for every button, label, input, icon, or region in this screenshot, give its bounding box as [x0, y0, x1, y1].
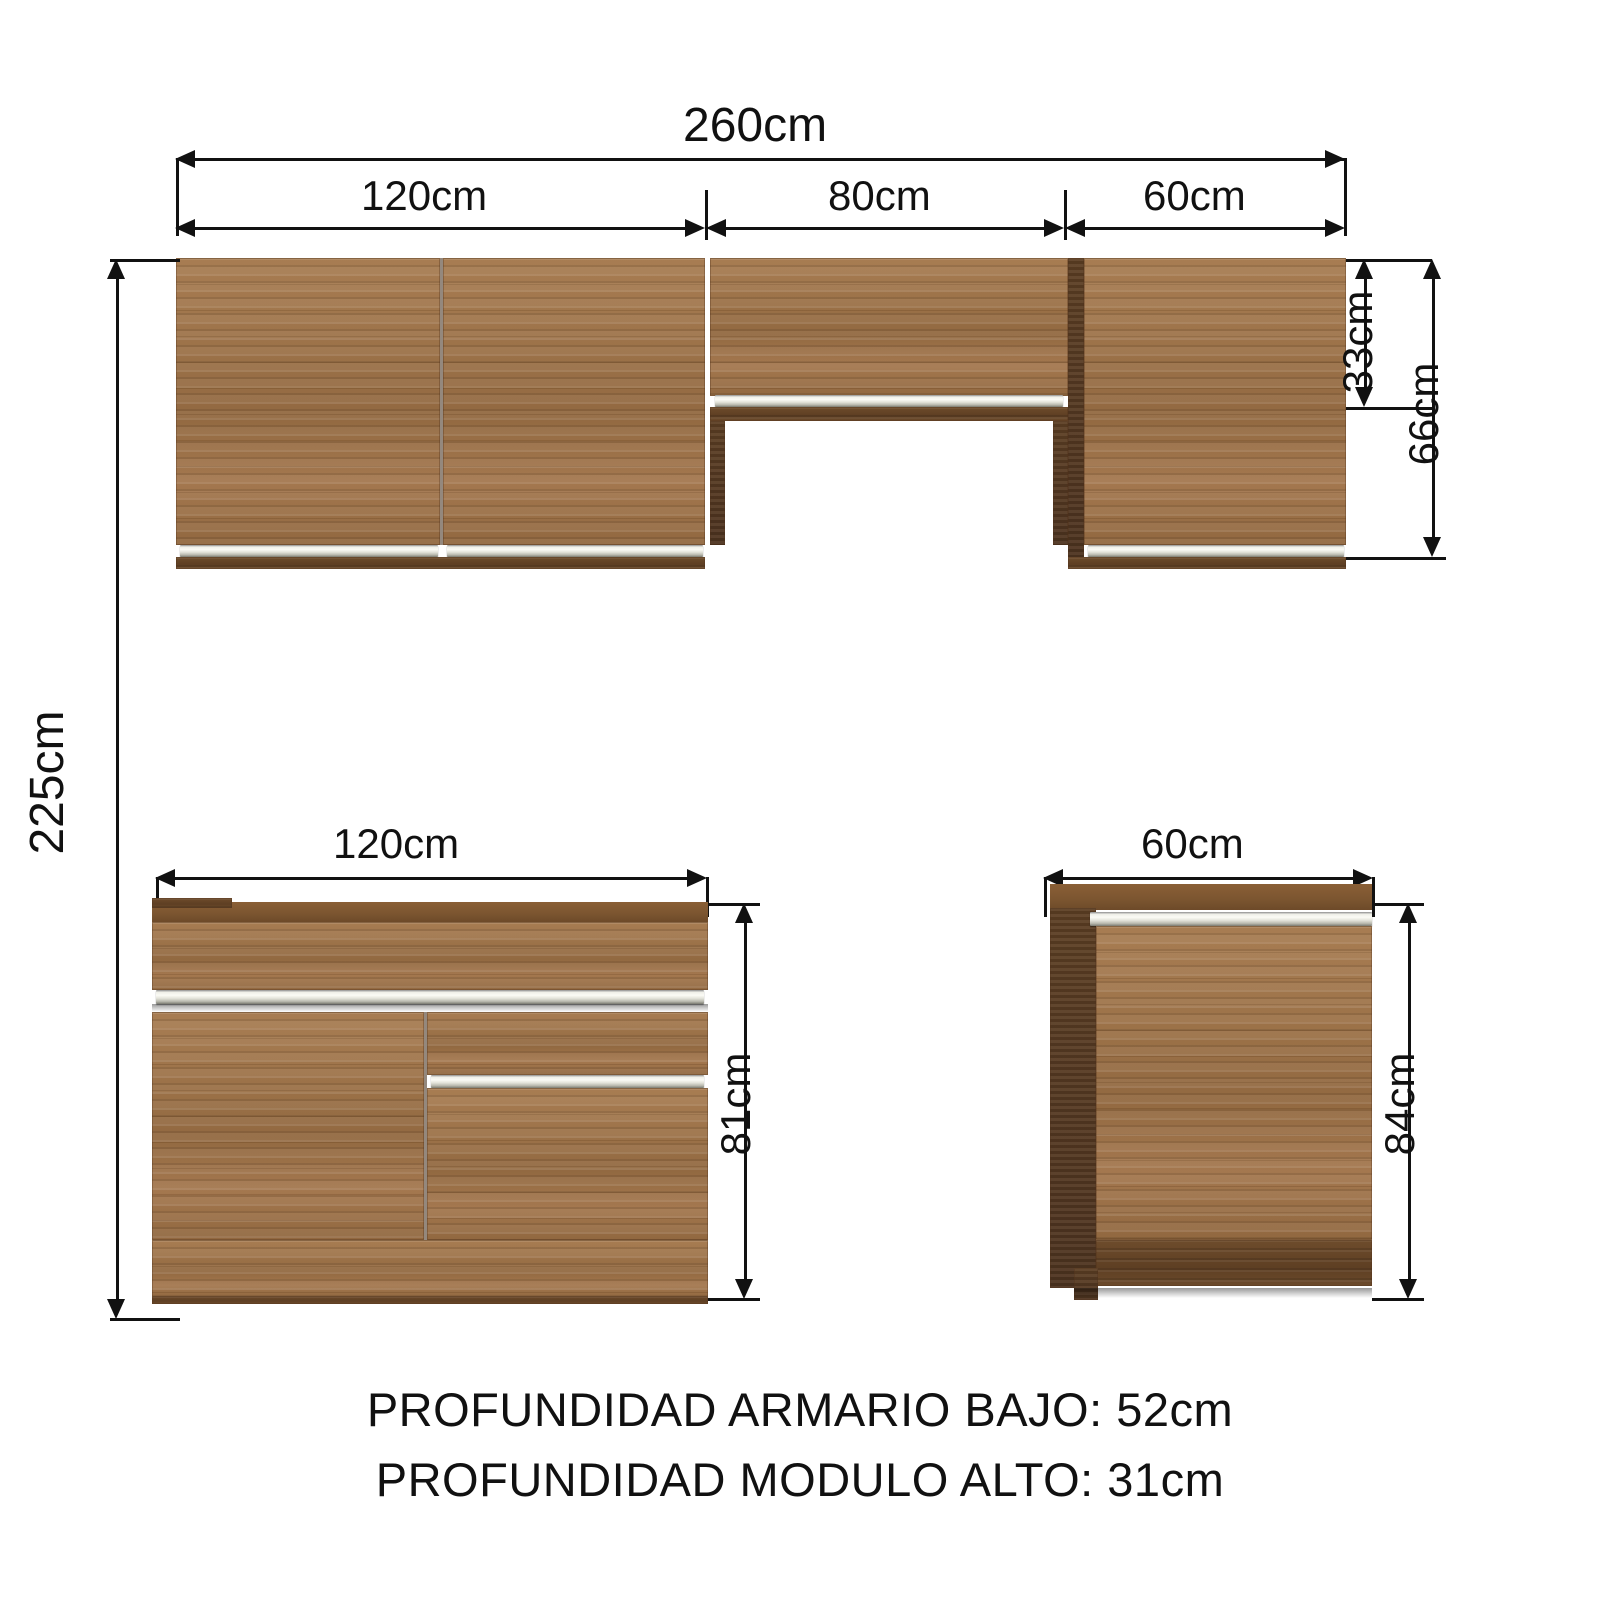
arrow-left-upper-right [1065, 219, 1085, 237]
dimension-line-total-height [116, 278, 119, 1300]
dimension-label-base-left-height: 81cm [711, 1052, 759, 1156]
upper-cabinet-middle-left-side [710, 421, 725, 545]
upper-cabinet-left-seam [440, 258, 443, 545]
tick-upper-cabinet-bottom [1346, 557, 1446, 560]
dimension-label-total-width: 260cm [683, 99, 828, 152]
arrow-left-upper-middle [706, 219, 726, 237]
dimension-label-upper-right-width: 60cm [1143, 172, 1246, 219]
base-right-side-panel [1050, 908, 1096, 1288]
arrow-up-upper-cabinet-height [1423, 259, 1441, 279]
base-left-countertop [152, 902, 708, 922]
arrow-right-total-width [1325, 150, 1345, 168]
dimension-line-base-left-width [175, 877, 687, 880]
dimension-line-base-right-width [1063, 877, 1353, 880]
dimension-line-total-width [195, 158, 1345, 161]
base-right-plinth [1096, 1240, 1372, 1286]
arrow-up-total-height [107, 259, 125, 279]
arrow-down-upper-cabinet-height [1423, 537, 1441, 557]
note-depth-base-cabinet: PROFUNDIDAD ARMARIO BAJO: 52cm [366, 1383, 1234, 1436]
upper-cabinet-left-bottom-panel [176, 557, 705, 569]
arrow-up-upper-door-height [1355, 259, 1373, 279]
arrow-left-upper-left [175, 219, 195, 237]
arrow-down-base-left-height [735, 1279, 753, 1299]
dimension-line-upper-right-width [1085, 227, 1325, 230]
base-left-backsplash [152, 922, 708, 990]
dimension-label-upper-door-height: 33cm [1333, 290, 1381, 394]
base-left-plinth [152, 1240, 708, 1298]
base-left-door-right [427, 1088, 708, 1240]
dimension-label-upper-left-width: 120cm [361, 172, 488, 219]
arrow-down-base-right-height [1399, 1279, 1417, 1299]
note-depth-wall-cabinet: PROFUNDIDAD MODULO ALTO: 31cm [375, 1453, 1225, 1506]
base-right-top-handle [1090, 912, 1372, 926]
upper-cabinet-left-door-1 [176, 258, 440, 545]
base-left-plinth-shadow [152, 1296, 708, 1304]
dimension-label-base-left-width: 120cm [333, 820, 460, 867]
base-right-bottom-shadow [1074, 1288, 1372, 1298]
base-left-vertical-seam [424, 1012, 427, 1240]
upper-cabinet-right-handle [1088, 545, 1344, 557]
upper-cabinet-middle-handle [715, 395, 1063, 407]
dimension-label-base-right-height: 84cm [1375, 1052, 1423, 1156]
tick-base-right-end [1372, 877, 1375, 917]
arrow-up-base-left-height [735, 903, 753, 923]
upper-cabinet-middle-bottom-panel [710, 407, 1068, 421]
tick-total-height-bottom [110, 1318, 180, 1321]
base-left-door-left [152, 1012, 424, 1240]
arrow-right-upper-left [685, 219, 705, 237]
dimension-line-upper-left-width [195, 227, 685, 230]
base-right-door [1096, 926, 1372, 1240]
dimension-line-upper-middle-width [726, 227, 1044, 230]
upper-cabinet-middle-right-side [1053, 421, 1068, 545]
arrow-right-base-left-width [687, 869, 707, 887]
dimension-label-total-height: 225cm [21, 710, 75, 855]
dimension-label-upper-cabinet-height: 66cm [1399, 362, 1447, 466]
arrow-up-base-right-height [1399, 903, 1417, 923]
upper-cabinet-middle-door [710, 258, 1068, 396]
base-left-top-handle [156, 990, 704, 1004]
base-right-countertop [1050, 884, 1372, 910]
tick-total-height-top [110, 259, 180, 262]
upper-cabinet-right-side-panel [1068, 258, 1084, 558]
base-left-top-shadow [152, 1004, 708, 1012]
upper-cabinet-right-door [1084, 258, 1346, 545]
upper-cabinet-left-door-2 [443, 258, 705, 545]
arrow-down-total-height [107, 1299, 125, 1319]
arrow-right-upper-right [1325, 219, 1345, 237]
tick-base-right-start [1044, 877, 1047, 917]
arrow-right-upper-middle [1044, 219, 1064, 237]
upper-cabinet-left-handle-2 [447, 545, 703, 557]
dimension-label-base-right-width: 60cm [1141, 820, 1244, 867]
base-left-drawer-handle [431, 1075, 704, 1088]
dimension-label-upper-middle-width: 80cm [828, 172, 931, 219]
base-left-drawer-right [427, 1012, 708, 1075]
base-left-counter-edge [152, 898, 232, 908]
upper-cabinet-left-handle-1 [180, 545, 438, 557]
upper-cabinet-right-bottom-panel [1068, 557, 1346, 569]
